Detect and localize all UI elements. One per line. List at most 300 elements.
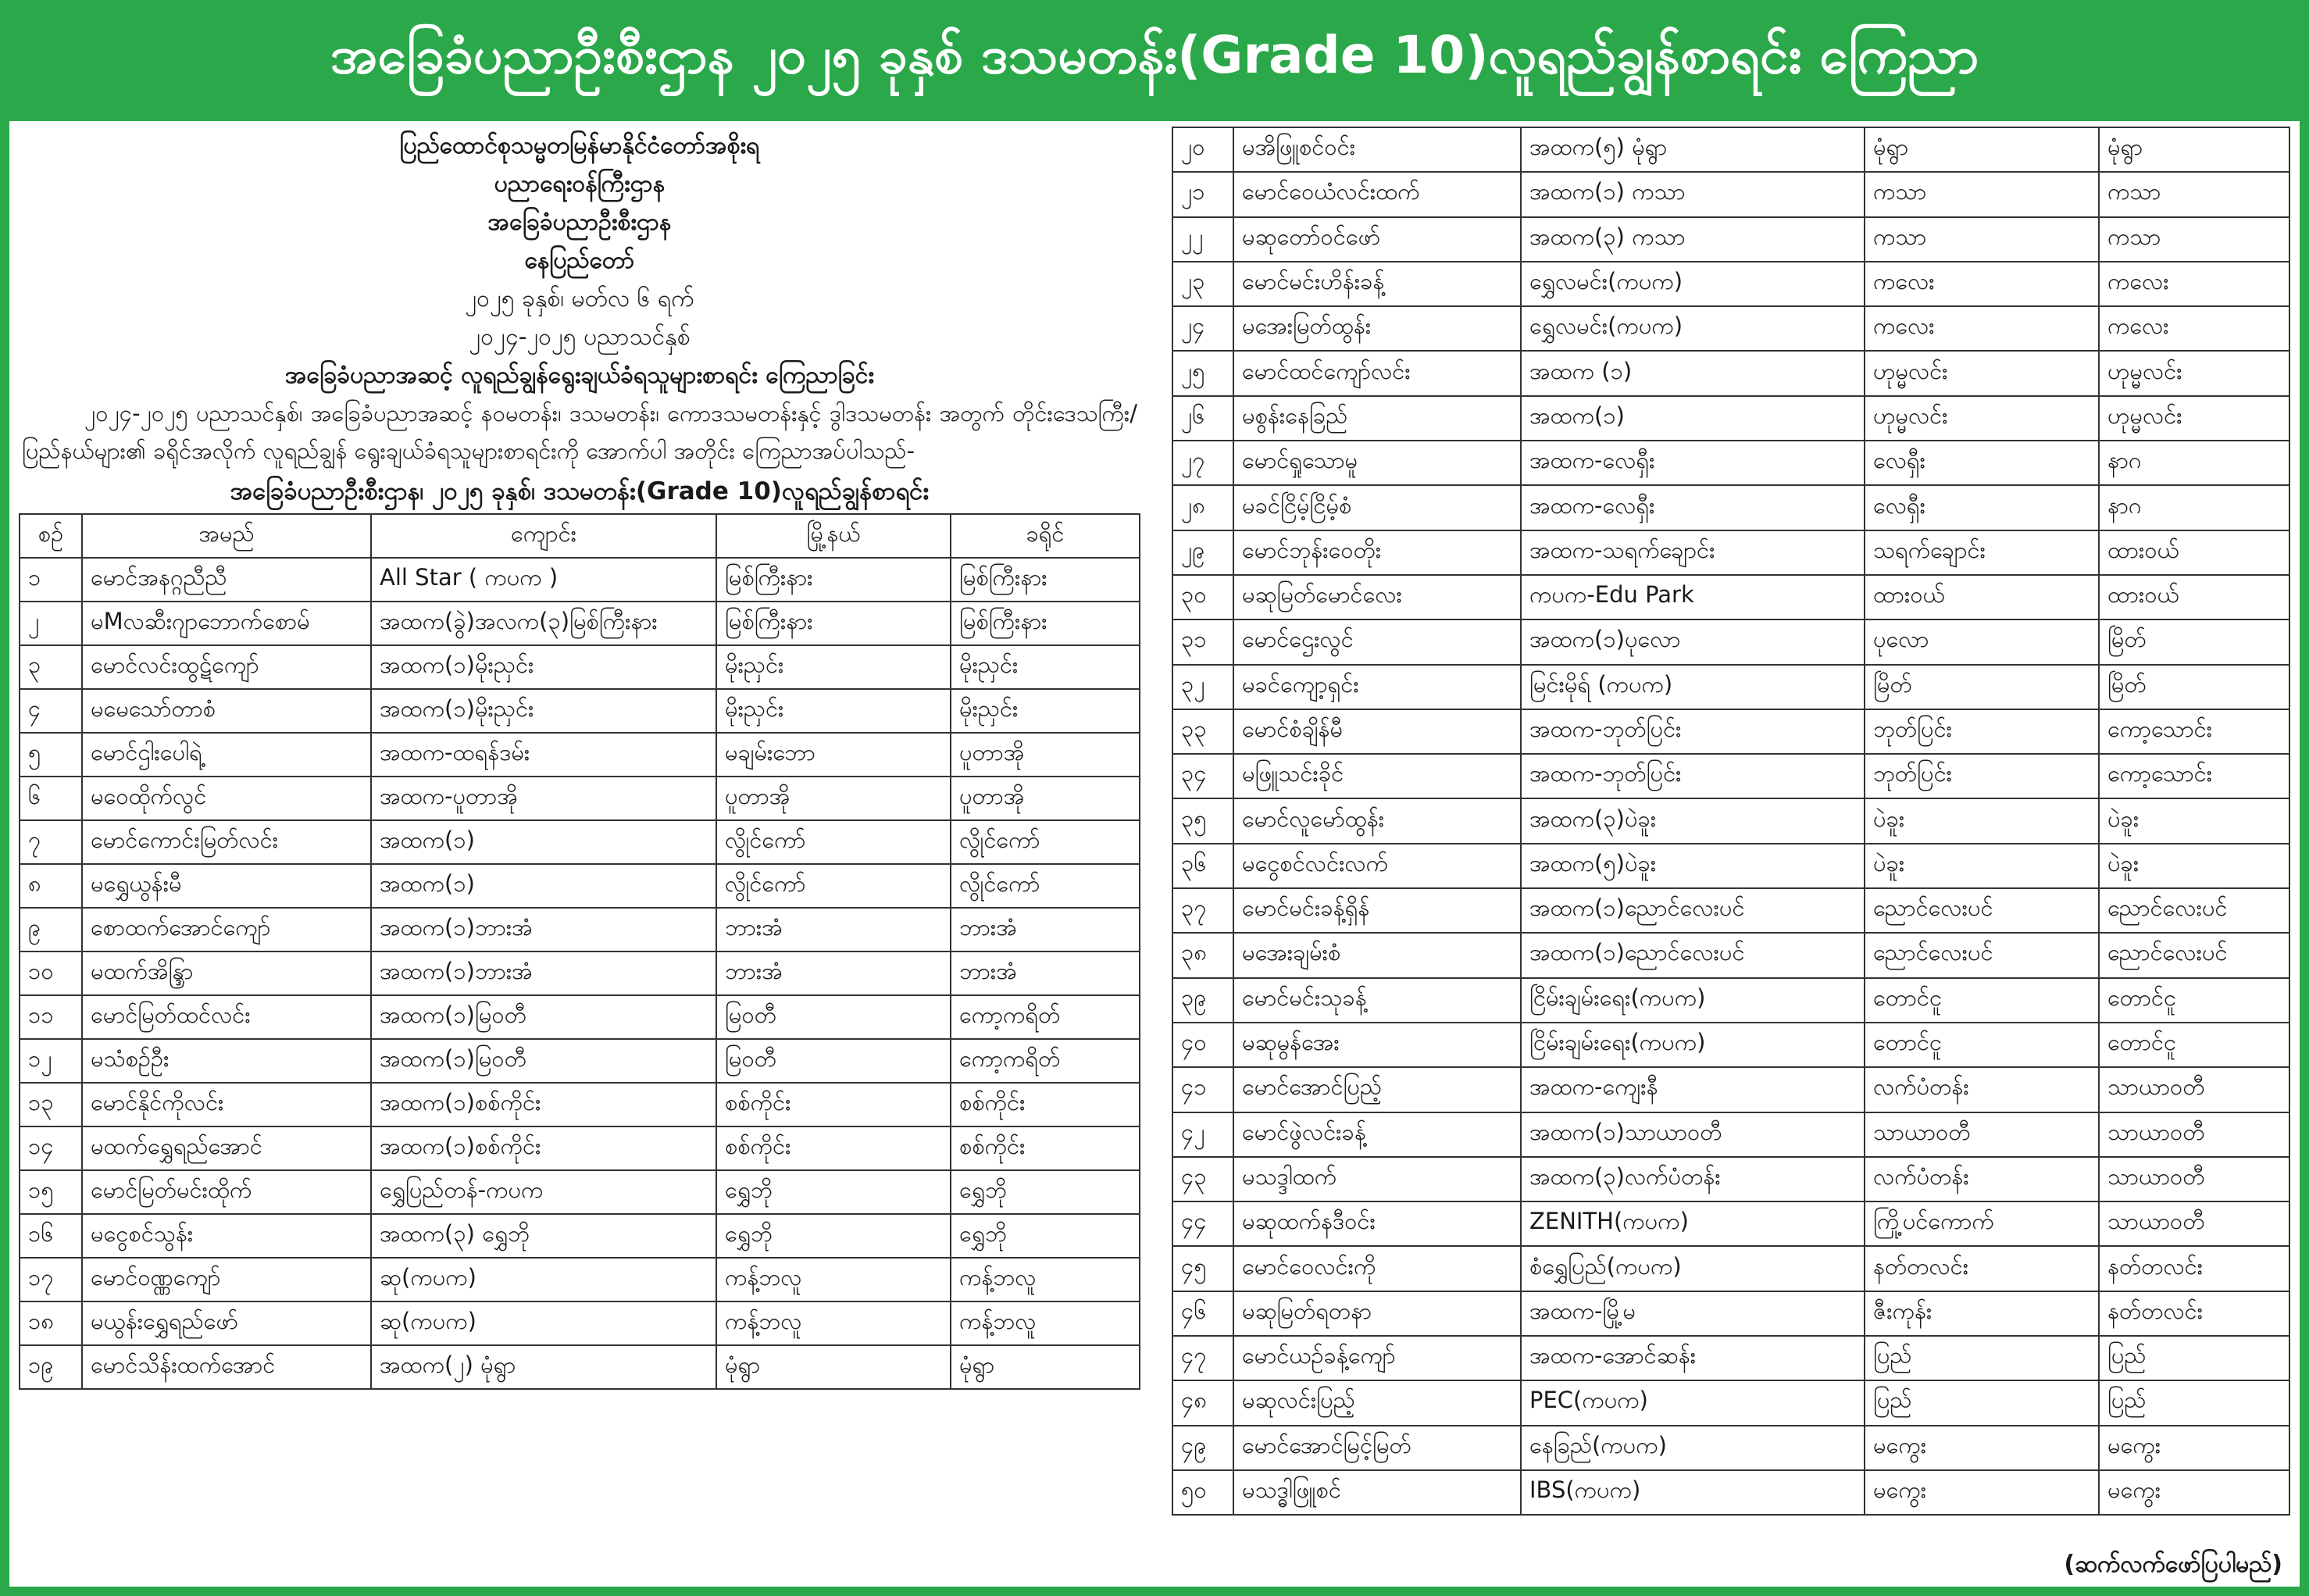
cell-no: ၁၇ bbox=[20, 1258, 82, 1301]
cell-district: လွိုင်ကော် bbox=[951, 864, 1140, 908]
cell-no: ၃၉ bbox=[1172, 978, 1233, 1023]
cell-school: အထက-ကျေးနီ bbox=[1521, 1067, 1865, 1112]
cell-no: ၃၆ bbox=[1172, 844, 1233, 888]
cell-district: ရွှေဘို bbox=[951, 1214, 1140, 1258]
cell-no: ၁ bbox=[20, 558, 82, 602]
table-row bbox=[1172, 1201, 2289, 1246]
cell-name: မောင်ဝဏ္ဏကျော် bbox=[82, 1258, 371, 1301]
cell-no: ၁၀ bbox=[20, 952, 82, 995]
table-row bbox=[1172, 1291, 2289, 1336]
table-row bbox=[1172, 798, 2289, 843]
cell-name: မောင်ကောင်းမြတ်လင်း bbox=[82, 820, 371, 864]
cell-township: ပုလော bbox=[1865, 619, 2099, 664]
table-row bbox=[1172, 933, 2289, 977]
table-row bbox=[1172, 1426, 2289, 1470]
cell-district: မြစ်ကြီးနား bbox=[951, 602, 1140, 645]
table-row bbox=[1172, 619, 2289, 664]
cell-school: အထက(၂) မုံရွာ bbox=[371, 1345, 716, 1389]
page-title: အခြေခံပညာဦးစီးဌာန ၂၀၂၅ ခုနှစ် ဒသမတန်း(Grade 10)လူရည်ချွန်စာရင်း ကြေညာ bbox=[0, 0, 2309, 121]
cell-school: ZENITH(ကပက) bbox=[1521, 1201, 1865, 1246]
table-row bbox=[1172, 306, 2289, 351]
cell-name: မသံစဉ်ဦး bbox=[82, 1039, 371, 1083]
cell-name: မခင်ငြိမ့်ငြိမ့်စံ bbox=[1233, 485, 1521, 530]
column-header-district: ခရိုင် bbox=[951, 514, 1140, 558]
table-row bbox=[20, 908, 1140, 952]
cell-school: နေခြည်(ကပက) bbox=[1521, 1426, 1865, 1470]
cell-township: လွိုင်ကော် bbox=[716, 864, 951, 908]
cell-district: နတ်တလင်း bbox=[2099, 1291, 2289, 1336]
cell-district: ကန့်ဘလူ bbox=[951, 1301, 1140, 1345]
cell-name: မောင်ယဉ်ခန့်ကျော် bbox=[1233, 1336, 1521, 1380]
cell-no: ၂ bbox=[20, 602, 82, 645]
left-column bbox=[17, 127, 1142, 1390]
table-header-row bbox=[20, 514, 1140, 558]
table-row bbox=[1172, 709, 2289, 754]
cell-township: ဘားအံ bbox=[716, 952, 951, 995]
roster-table-right bbox=[1172, 127, 2290, 1516]
cell-township: ဇီးကုန်း bbox=[1865, 1291, 2099, 1336]
cell-name: မောင်လင်းထွဋ်ကျော် bbox=[82, 645, 371, 689]
cell-township: တောင်ငူ bbox=[1865, 978, 2099, 1023]
cell-name: မမေသော်တာစံ bbox=[82, 689, 371, 733]
cell-school: အထက(၁)စစ်ကိုင်း bbox=[371, 1126, 716, 1170]
cell-township: ပူတာအို bbox=[716, 777, 951, 820]
table-row bbox=[20, 995, 1140, 1039]
table-row bbox=[1172, 665, 2289, 709]
column-header-township: မြို့နယ် bbox=[716, 514, 951, 558]
cell-school: အထက(၁)စစ်ကိုင်း bbox=[371, 1083, 716, 1126]
table-row bbox=[20, 1170, 1140, 1214]
cell-township: မိုးညှင်း bbox=[716, 689, 951, 733]
cell-name: မောင်ရှုသောမူ bbox=[1233, 441, 1521, 485]
table-row bbox=[1172, 1246, 2289, 1291]
cell-school: အထက(၃)ပဲခူး bbox=[1521, 798, 1865, 843]
cell-name: မဆုထက်နဒီဝင်း bbox=[1233, 1201, 1521, 1246]
cell-name: မအေးမြတ်ထွန်း bbox=[1233, 306, 1521, 351]
cell-district: ဟုမ္မလင်း bbox=[2099, 396, 2289, 441]
cell-school: အထက(၁)ညောင်လေးပင် bbox=[1521, 888, 1865, 933]
cell-no: ၃၃ bbox=[1172, 709, 1233, 754]
right-column bbox=[1172, 127, 2290, 1516]
cell-district: တောင်ငူ bbox=[2099, 1023, 2289, 1067]
cell-township: ကလေး bbox=[1865, 306, 2099, 351]
cell-no: ၁၉ bbox=[20, 1345, 82, 1389]
cell-no: ၁၆ bbox=[20, 1214, 82, 1258]
table-row bbox=[1172, 485, 2289, 530]
cell-township: ဟုမ္မလင်း bbox=[1865, 351, 2099, 395]
cell-township: မကွေး bbox=[1865, 1426, 2099, 1470]
cell-district: နတ်တလင်း bbox=[2099, 1246, 2289, 1291]
cell-school: အထက(ခွဲ)အလက(၃)မြစ်ကြီးနား bbox=[371, 602, 716, 645]
cell-school: အထက-အောင်ဆန်း bbox=[1521, 1336, 1865, 1380]
cell-no: ၂၃ bbox=[1172, 262, 1233, 306]
cell-no: ၄၃ bbox=[1172, 1157, 1233, 1201]
cell-school: အထက(၁) bbox=[1521, 396, 1865, 441]
cell-name: မောင်ဌေးလွင် bbox=[1233, 619, 1521, 664]
cell-district: မကွေး bbox=[2099, 1426, 2289, 1470]
cell-township: ဘုတ်ပြင်း bbox=[1865, 709, 2099, 754]
cell-name: မဆုမွန်အေး bbox=[1233, 1023, 1521, 1067]
cell-school: ငြိမ်းချမ်းရေး(ကပက) bbox=[1521, 1023, 1865, 1067]
table-row bbox=[20, 733, 1140, 777]
cell-township: ပြည် bbox=[1865, 1380, 2099, 1425]
cell-no: ၁၅ bbox=[20, 1170, 82, 1214]
cell-no: ၁၈ bbox=[20, 1301, 82, 1345]
cell-school: အထက(၁)ညောင်လေးပင် bbox=[1521, 933, 1865, 977]
table-row bbox=[1172, 1067, 2289, 1112]
cell-township: မုံရွာ bbox=[1865, 127, 2099, 172]
cell-no: ၁၂ bbox=[20, 1039, 82, 1083]
table-row bbox=[20, 645, 1140, 689]
header-line-ministry: ပညာရေးဝန်ကြီးဌာန bbox=[494, 170, 666, 198]
continued-note: (ဆက်လက်ဖော်ပြပါမည်) bbox=[2064, 1551, 2282, 1578]
cell-district: မိုးညှင်း bbox=[951, 645, 1140, 689]
cell-township: ကသာ bbox=[1865, 172, 2099, 216]
cell-no: ၉ bbox=[20, 908, 82, 952]
cell-school: ဆု(ကပက) bbox=[371, 1258, 716, 1301]
cell-name: မထက်အိန္ဒြာ bbox=[82, 952, 371, 995]
cell-township: မြစ်ကြီးနား bbox=[716, 558, 951, 602]
cell-no: ၅ bbox=[20, 733, 82, 777]
table-row bbox=[1172, 127, 2289, 172]
cell-name: မောင်ဌါးပေါရဲ့ bbox=[82, 733, 371, 777]
cell-no: ၄၈ bbox=[1172, 1380, 1233, 1425]
cell-no: ၂၁ bbox=[1172, 172, 1233, 216]
cell-name: မဝေထိုက်လွင် bbox=[82, 777, 371, 820]
table-row bbox=[20, 777, 1140, 820]
cell-township: လေရှီး bbox=[1865, 441, 2099, 485]
cell-district: ပူတာအို bbox=[951, 777, 1140, 820]
cell-district: ဘားအံ bbox=[951, 952, 1140, 995]
cell-district: နာဂ bbox=[2099, 441, 2289, 485]
cell-name: မောင်လူမော်ထွန်း bbox=[1233, 798, 1521, 843]
cell-name: မောင်အောင်မြင့်မြတ် bbox=[1233, 1426, 1521, 1470]
cell-district: စစ်ကိုင်း bbox=[951, 1126, 1140, 1170]
table-row bbox=[1172, 396, 2289, 441]
cell-township: သာယာဝတီ bbox=[1865, 1112, 2099, 1157]
cell-no: ၃ bbox=[20, 645, 82, 689]
cell-township: နတ်တလင်း bbox=[1865, 1246, 2099, 1291]
cell-no: ၂၆ bbox=[1172, 396, 1233, 441]
cell-district: ဘားအံ bbox=[951, 908, 1140, 952]
cell-district: ပူတာအို bbox=[951, 733, 1140, 777]
cell-township: ပြည် bbox=[1865, 1336, 2099, 1380]
cell-name: မသဒ္ဓါဖြူစင် bbox=[1233, 1470, 1521, 1515]
cell-school: အထက(၅)ပဲခူး bbox=[1521, 844, 1865, 888]
cell-school: မြင်းမိုရ် (ကပက) bbox=[1521, 665, 1865, 709]
table-row bbox=[20, 1345, 1140, 1389]
cell-no: ၂၇ bbox=[1172, 441, 1233, 485]
cell-name: မဆုတော်ဝင်ဖော် bbox=[1233, 217, 1521, 262]
cell-township: ဘားအံ bbox=[716, 908, 951, 952]
cell-township: လက်ပံတန်း bbox=[1865, 1157, 2099, 1201]
table-row bbox=[1172, 978, 2289, 1023]
cell-township: မကွေး bbox=[1865, 1470, 2099, 1515]
cell-school: ရွှေပြည်တန်-ကပက bbox=[371, 1170, 716, 1214]
cell-no: ၂၈ bbox=[1172, 485, 1233, 530]
cell-no: ၄၄ bbox=[1172, 1201, 1233, 1246]
cell-name: မောင်မင်းခန့်ရှိန် bbox=[1233, 888, 1521, 933]
cell-township: တောင်ငူ bbox=[1865, 1023, 2099, 1067]
cell-district: မကွေး bbox=[2099, 1470, 2289, 1515]
cell-school: အထက (၁) bbox=[1521, 351, 1865, 395]
cell-no: ၄၆ bbox=[1172, 1291, 1233, 1336]
cell-name: မောင်စံချိန်မီ bbox=[1233, 709, 1521, 754]
cell-district: တောင်ငူ bbox=[2099, 978, 2289, 1023]
cell-district: လွိုင်ကော် bbox=[951, 820, 1140, 864]
cell-school: စံရွှေပြည်(ကပက) bbox=[1521, 1246, 1865, 1291]
cell-district: ပဲခူး bbox=[2099, 844, 2289, 888]
column-header-no: စဉ် bbox=[20, 514, 82, 558]
cell-no: ၂၅ bbox=[1172, 351, 1233, 395]
cell-district: ရွှေဘို bbox=[951, 1170, 1140, 1214]
table-row bbox=[20, 689, 1140, 733]
cell-no: ၂၀ bbox=[1172, 127, 1233, 172]
cell-township: စစ်ကိုင်း bbox=[716, 1083, 951, 1126]
cell-district: ကော့သောင်း bbox=[2099, 709, 2289, 754]
cell-district: ပြည် bbox=[2099, 1380, 2289, 1425]
cell-school: အထက(၁) ကသာ bbox=[1521, 172, 1865, 216]
cell-district: နာဂ bbox=[2099, 485, 2289, 530]
table-row bbox=[1172, 441, 2289, 485]
cell-township: မြဝတီ bbox=[716, 1039, 951, 1083]
cell-district: ကသာ bbox=[2099, 217, 2289, 262]
cell-name: မစွန်းနေခြည် bbox=[1233, 396, 1521, 441]
cell-district: သာယာဝတီ bbox=[2099, 1112, 2289, 1157]
cell-school: အထက(၁)မိုးညှင်း bbox=[371, 689, 716, 733]
cell-school: ရွှေလမင်း(ကပက) bbox=[1521, 262, 1865, 306]
cell-school: အထက-ဘုတ်ပြင်း bbox=[1521, 709, 1865, 754]
cell-name: မငွေစင်သွန်း bbox=[82, 1214, 371, 1258]
table-row bbox=[1172, 1023, 2289, 1067]
header-line-academic-year: ၂၀၂၄-၂၀၂၅ ပညာသင်နှစ် bbox=[469, 323, 691, 351]
table-row bbox=[20, 558, 1140, 602]
cell-district: ပဲခူး bbox=[2099, 798, 2289, 843]
table-row bbox=[20, 1083, 1140, 1126]
table-row bbox=[1172, 1157, 2289, 1201]
cell-school: ရွှေလမင်း(ကပက) bbox=[1521, 306, 1865, 351]
cell-no: ၂၉ bbox=[1172, 530, 1233, 575]
table-row bbox=[1172, 217, 2289, 262]
cell-no: ၃၁ bbox=[1172, 619, 1233, 664]
table-row bbox=[1172, 1470, 2289, 1515]
cell-no: ၃၅ bbox=[1172, 798, 1233, 843]
cell-no: ၃၇ bbox=[1172, 888, 1233, 933]
table-row bbox=[1172, 754, 2289, 798]
cell-name: မအေးချမ်းစံ bbox=[1233, 933, 1521, 977]
cell-township: ဟုမ္မလင်း bbox=[1865, 396, 2099, 441]
cell-school: အထက(၃) ရွှေဘို bbox=[371, 1214, 716, 1258]
cell-school: အထက(၁)ဘားအံ bbox=[371, 952, 716, 995]
cell-school: အထက-ထရန်ဒမ်း bbox=[371, 733, 716, 777]
table-subheading: အခြေခံပညာဦးစီးဌာန၊ ၂၀၂၅ ခုနှစ်၊ ဒသမတန်း(Grade 10)လူရည်ချွန်စာရင်း bbox=[230, 477, 930, 505]
roster-table-left bbox=[19, 513, 1140, 1390]
cell-township: လွိုင်ကော် bbox=[716, 820, 951, 864]
cell-school: အထက(၁)မြဝတီ bbox=[371, 1039, 716, 1083]
cell-school: အထက-ပူတာအို bbox=[371, 777, 716, 820]
cell-school: အထက-မြို့မ bbox=[1521, 1291, 1865, 1336]
cell-township: ကလေး bbox=[1865, 262, 2099, 306]
cell-township: ဘုတ်ပြင်း bbox=[1865, 754, 2099, 798]
cell-no: ၃၂ bbox=[1172, 665, 1233, 709]
cell-district: ထားဝယ် bbox=[2099, 575, 2289, 619]
cell-name: မောင်ဝေယံလင်းထက် bbox=[1233, 172, 1521, 216]
cell-district: သာယာဝတီ bbox=[2099, 1157, 2289, 1201]
cell-no: ၂၂ bbox=[1172, 217, 1233, 262]
cell-district: ထားဝယ် bbox=[2099, 530, 2289, 575]
cell-school: PEC(ကပက) bbox=[1521, 1380, 1865, 1425]
cell-no: ၃၄ bbox=[1172, 754, 1233, 798]
cell-district: ကသာ bbox=[2099, 172, 2289, 216]
cell-township: မြဝတီ bbox=[716, 995, 951, 1039]
header-line-announcement: အခြေခံပညာအဆင့် လူရည်ချွန်ရွေးချယ်ခံရသူများစာရင်း ကြေညာခြင်း bbox=[284, 362, 875, 389]
cell-no: ၆ bbox=[20, 777, 82, 820]
cell-township: ရွှေဘို bbox=[716, 1214, 951, 1258]
cell-school: အထက-လေရှီး bbox=[1521, 485, 1865, 530]
cell-no: ၈ bbox=[20, 864, 82, 908]
cell-school: ကပက-Edu Park bbox=[1521, 575, 1865, 619]
cell-no: ၇ bbox=[20, 820, 82, 864]
cell-township: ကန့်ဘလူ bbox=[716, 1258, 951, 1301]
cell-name: မMလဆီးဂျာဘောက်စောမ် bbox=[82, 602, 371, 645]
table-row bbox=[1172, 844, 2289, 888]
cell-district: မြိတ် bbox=[2099, 619, 2289, 664]
cell-district: ကလေး bbox=[2099, 262, 2289, 306]
cell-name: မောင်နိုင်ကိုလင်း bbox=[82, 1083, 371, 1126]
table-row bbox=[1172, 1336, 2289, 1380]
column-header-school: ကျောင်း bbox=[371, 514, 716, 558]
cell-district: ကော့ကရိတ် bbox=[951, 995, 1140, 1039]
cell-school: အထက-ဘုတ်ပြင်း bbox=[1521, 754, 1865, 798]
cell-township: မုံရွာ bbox=[716, 1345, 951, 1389]
table-row bbox=[1172, 1112, 2289, 1157]
cell-township: ကသာ bbox=[1865, 217, 2099, 262]
cell-district: ကော့သောင်း bbox=[2099, 754, 2289, 798]
cell-name: မောင်သိန်းထက်အောင် bbox=[82, 1345, 371, 1389]
table-row bbox=[1172, 351, 2289, 395]
cell-name: မရွှေယွန်းမီ bbox=[82, 864, 371, 908]
cell-district: စစ်ကိုင်း bbox=[951, 1083, 1140, 1126]
cell-name: မောင်မင်းသုခန့် bbox=[1233, 978, 1521, 1023]
cell-school: IBS(ကပက) bbox=[1521, 1470, 1865, 1515]
cell-township: မချမ်းဘော bbox=[716, 733, 951, 777]
cell-township: မိုးညှင်း bbox=[716, 645, 951, 689]
cell-school: အထက(၁)ပုလော bbox=[1521, 619, 1865, 664]
cell-school: အထက(၃)လက်ပံတန်း bbox=[1521, 1157, 1865, 1201]
cell-district: ကန့်ဘလူ bbox=[951, 1258, 1140, 1301]
cell-township: စစ်ကိုင်း bbox=[716, 1126, 951, 1170]
table-row bbox=[20, 820, 1140, 864]
cell-school: အထက(၁)မိုးညှင်း bbox=[371, 645, 716, 689]
cell-name: မဖြူသင်းခိုင် bbox=[1233, 754, 1521, 798]
table-row bbox=[20, 952, 1140, 995]
cell-school: အထက-လေရှီး bbox=[1521, 441, 1865, 485]
cell-school: ဆု(ကပက) bbox=[371, 1301, 716, 1345]
cell-district: မုံရွာ bbox=[2099, 127, 2289, 172]
cell-name: မထက်ရွှေရည်အောင် bbox=[82, 1126, 371, 1170]
cell-district: ပြည် bbox=[2099, 1336, 2289, 1380]
header-line-date: ၂၀၂၅ ခုနှစ်၊ မတ်လ ၆ ရက် bbox=[465, 285, 694, 312]
cell-school: အထက-သရက်ချောင်း bbox=[1521, 530, 1865, 575]
cell-district: မုံရွာ bbox=[951, 1345, 1140, 1389]
header-line-department: အခြေခံပညာဦးစီးဌာန bbox=[487, 209, 672, 236]
cell-no: ၃၀ bbox=[1172, 575, 1233, 619]
cell-name: မယွန်းရွှေရည်ဖော် bbox=[82, 1301, 371, 1345]
table-row bbox=[20, 1214, 1140, 1258]
cell-township: ကန့်ဘလူ bbox=[716, 1301, 951, 1345]
cell-township: ရွှေဘို bbox=[716, 1170, 951, 1214]
cell-name: မဆုမြတ်ရတနာ bbox=[1233, 1291, 1521, 1336]
cell-school: အထက(၁) bbox=[371, 820, 716, 864]
header-line-government: ပြည်ထောင်စုသမ္မတမြန်မာနိုင်ငံတော်အစိုးရ bbox=[399, 132, 760, 159]
table-row bbox=[1172, 575, 2289, 619]
cell-district: ကလေး bbox=[2099, 306, 2289, 351]
cell-school: ငြိမ်းချမ်းရေး(ကပက) bbox=[1521, 978, 1865, 1023]
table-row bbox=[1172, 172, 2289, 216]
column-header-name: အမည် bbox=[82, 514, 371, 558]
cell-name: မောင်အောင်ပြည့် bbox=[1233, 1067, 1521, 1112]
cell-name: မောင်အနဂ္ဂညီညီ bbox=[82, 558, 371, 602]
cell-no: ၁၁ bbox=[20, 995, 82, 1039]
cell-no: ၄၇ bbox=[1172, 1336, 1233, 1380]
cell-name: မောင်ဘုန်းဝေတိုး bbox=[1233, 530, 1521, 575]
cell-township: ကြို့ပင်ကောက် bbox=[1865, 1201, 2099, 1246]
cell-district: ကော့ကရိတ် bbox=[951, 1039, 1140, 1083]
cell-district: သာယာဝတီ bbox=[2099, 1067, 2289, 1112]
table-row bbox=[1172, 1380, 2289, 1425]
cell-name: မောင်မြတ်မင်းထိုက် bbox=[82, 1170, 371, 1214]
cell-district: မြိတ် bbox=[2099, 665, 2289, 709]
cell-no: ၅၀ bbox=[1172, 1470, 1233, 1515]
cell-school: အထက(၅) မုံရွာ bbox=[1521, 127, 1865, 172]
cell-district: သာယာဝတီ bbox=[2099, 1201, 2289, 1246]
cell-school: အထက(၁) bbox=[371, 864, 716, 908]
cell-township: လေရှီး bbox=[1865, 485, 2099, 530]
cell-no: ၁၄ bbox=[20, 1126, 82, 1170]
cell-district: မိုးညှင်း bbox=[951, 689, 1140, 733]
cell-name: စောထက်အောင်ကျော် bbox=[82, 908, 371, 952]
table-row bbox=[20, 1258, 1140, 1301]
cell-name: မသဒ္ဒါထက် bbox=[1233, 1157, 1521, 1201]
cell-school: အထက(၁)ဘားအံ bbox=[371, 908, 716, 952]
table-row bbox=[20, 864, 1140, 908]
table-row bbox=[20, 602, 1140, 645]
cell-township: ညောင်လေးပင် bbox=[1865, 933, 2099, 977]
cell-township: မြိတ် bbox=[1865, 665, 2099, 709]
cell-name: မောင်မင်းဟိန်းခန့် bbox=[1233, 262, 1521, 306]
table-row bbox=[20, 1039, 1140, 1083]
cell-township: ပဲခူး bbox=[1865, 844, 2099, 888]
cell-school: All Star ( ကပက ) bbox=[371, 558, 716, 602]
cell-district: မြစ်ကြီးနား bbox=[951, 558, 1140, 602]
table-row bbox=[1172, 888, 2289, 933]
cell-no: ၃၈ bbox=[1172, 933, 1233, 977]
cell-township: မြစ်ကြီးနား bbox=[716, 602, 951, 645]
cell-township: ညောင်လေးပင် bbox=[1865, 888, 2099, 933]
cell-no: ၄၀ bbox=[1172, 1023, 1233, 1067]
cell-name: မောင်ထင်ကျော်လင်း bbox=[1233, 351, 1521, 395]
header-block bbox=[17, 127, 1142, 395]
cell-township: ပဲခူး bbox=[1865, 798, 2099, 843]
cell-school: အထက(၁)မြဝတီ bbox=[371, 995, 716, 1039]
cell-name: မောင်မြတ်ထင်လင်း bbox=[82, 995, 371, 1039]
cell-name: မောင်ဖွဲလင်းခန့် bbox=[1233, 1112, 1521, 1157]
cell-no: ၁၃ bbox=[20, 1083, 82, 1126]
cell-district: ဟုမ္မလင်း bbox=[2099, 351, 2289, 395]
intro-paragraph: ၂၀၂၄-၂၀၂၅ ပညာသင်နှစ်၊ အခြေခံပညာအဆင့် နဝမတန်း၊ ဒသမတန်း၊ ကောဒသမတန်းနှင့် ဒွါဒသမတန်း အတွက် တိုင်းဒေသကြီး/ပြည်နယ်များ၏ ခရိုင်အလိုက် လူရည်ချွန် ရွေးချယ်ခံရသူများစာရင်းကို အောက်ပါ အတိုင်း ကြေညာအပ်ပါသည်- bbox=[22, 400, 1137, 464]
cell-no: ၄၅ bbox=[1172, 1246, 1233, 1291]
table-row bbox=[20, 1301, 1140, 1345]
